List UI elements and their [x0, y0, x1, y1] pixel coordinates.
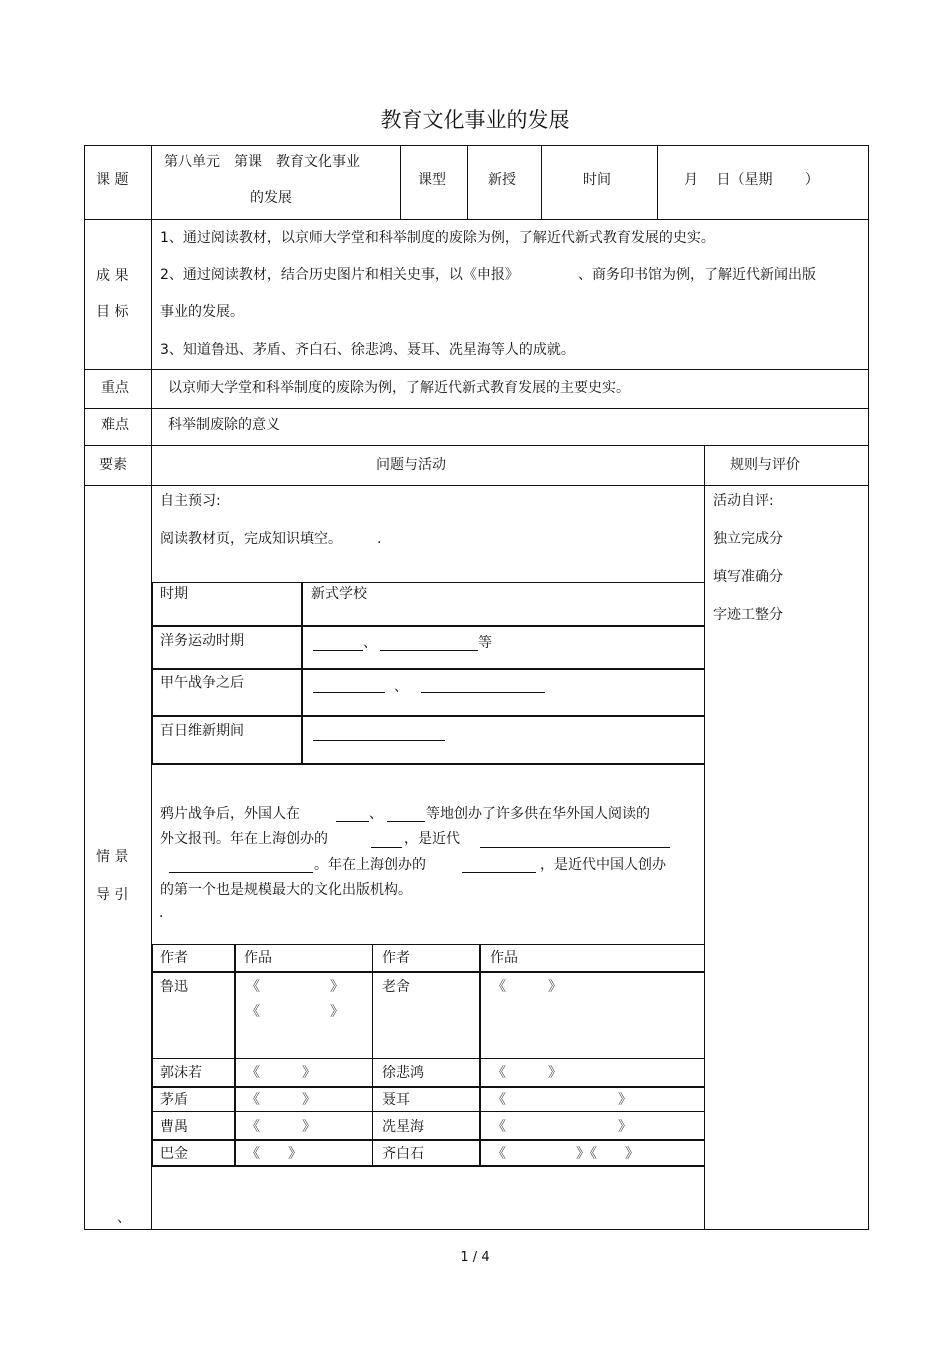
preview-dot: . — [377, 531, 382, 547]
paragraph-line2b: ，是近代 — [404, 831, 460, 847]
works-author: 徐悲鸿 — [382, 1065, 424, 1081]
paragraph-line1c: 等地创办了许多供在华外国人阅读的 — [426, 806, 650, 822]
preview-instruction: 阅读教材页，完成知识填空。 — [160, 531, 342, 547]
goals-label-2: 目 标 — [96, 304, 129, 320]
preview-title: 自主预习: — [160, 493, 221, 509]
fill-blank[interactable] — [336, 821, 369, 822]
works-author: 茅盾 — [160, 1092, 188, 1108]
paragraph-line1b: 、 — [369, 806, 383, 822]
works-title-blank: 《 》 — [492, 979, 562, 995]
difficult-label: 难点 — [101, 417, 129, 433]
works-author: 巴金 — [160, 1146, 188, 1162]
header-divider-2 — [467, 145, 468, 220]
rules-column-divider — [704, 445, 705, 1230]
document-title: 教育文化事业的发展 — [380, 108, 570, 132]
fill-blank[interactable] — [371, 847, 402, 848]
goal-item-2a: 2、通过阅读教材，结合历史图片和相关史事，以《申报》 — [160, 267, 519, 283]
scene-label-1: 情 景 — [96, 849, 129, 865]
works-title-blank: 《 》 — [492, 1092, 632, 1108]
date-value: 月 日（星期 ） — [684, 172, 819, 188]
frame-top — [84, 145, 869, 146]
header-divider-4 — [657, 145, 658, 220]
works-author: 聂耳 — [382, 1092, 410, 1108]
line-after-difficult — [84, 445, 869, 446]
self-eval-title: 活动自评: — [713, 493, 774, 509]
schools-row-period: 百日维新期间 — [160, 723, 244, 739]
goal-item-2b: 、商务印书馆为例，了解近代新闻出版 — [578, 267, 816, 283]
fill-blank[interactable] — [387, 821, 425, 822]
fill-blank[interactable] — [313, 650, 363, 651]
key-label: 重点 — [101, 380, 129, 396]
paragraph-line3a: 。年在上海创办的 — [314, 857, 426, 873]
schools-row-period: 甲午战争之后 — [160, 675, 244, 691]
works-title-blank: 《 》 — [246, 1119, 316, 1135]
frame-bottom — [84, 1229, 869, 1230]
works-title-blank: 《 》 — [246, 1146, 302, 1162]
schools-row-period: 洋务运动时期 — [160, 633, 244, 649]
paragraph-line1a: 鸦片战争后，外国人在 — [160, 806, 300, 822]
works-header-author-1: 作者 — [160, 950, 188, 966]
schools-row-sep: 、 — [394, 679, 408, 695]
works-header-work-1: 作品 — [244, 950, 272, 966]
self-eval-item-1: 独立完成分 — [713, 531, 783, 547]
works-author: 曹禺 — [160, 1119, 188, 1135]
works-title-blank: 《 》 — [492, 1119, 632, 1135]
works-author: 郭沫若 — [160, 1065, 202, 1081]
lesson-title-line1: 第八单元 第课 教育文化事业 — [164, 154, 360, 170]
works-author: 鲁迅 — [160, 979, 188, 995]
works-title-blank: 《 》 — [246, 1004, 344, 1020]
paragraph-line4: 的第一个也是规模最大的文化出版机构。 — [160, 882, 412, 898]
works-author: 老舍 — [382, 979, 410, 995]
frame-right — [868, 145, 869, 1230]
goals-label-1: 成 果 — [96, 268, 129, 284]
header-divider-3 — [541, 145, 542, 220]
line-after-goals — [84, 369, 869, 370]
fill-blank[interactable] — [313, 740, 445, 741]
lesson-title-line2: 的发展 — [250, 190, 292, 206]
lesson-label: 课 题 — [96, 172, 129, 188]
column-activities: 问题与活动 — [376, 457, 446, 473]
key-text: 以京师大学堂和科举制度的废除为例，了解近代新式教育发展的主要史实。 — [168, 380, 630, 396]
schools-row-suffix: 等 — [478, 635, 492, 651]
scene-mark: 、 — [117, 1210, 131, 1226]
line-after-header — [84, 219, 869, 220]
schools-header-school: 新式学校 — [311, 586, 367, 602]
works-author: 冼星海 — [382, 1119, 424, 1135]
self-eval-item-3: 字迹工整分 — [713, 607, 783, 623]
time-label: 时间 — [583, 172, 611, 188]
works-header-author-2: 作者 — [382, 950, 410, 966]
page-number: 1 / 4 — [460, 1250, 490, 1265]
goal-item-2c: 事业的发展。 — [160, 304, 244, 320]
fill-blank[interactable] — [380, 650, 478, 651]
scene-label-2: 导 引 — [96, 887, 129, 903]
schools-header-period: 时期 — [160, 586, 188, 602]
lesson-type-label: 课型 — [418, 172, 446, 188]
works-title-blank: 《 》 — [246, 979, 344, 995]
works-header-work-2: 作品 — [490, 950, 518, 966]
works-title-blank: 《 》 — [246, 1092, 316, 1108]
works-title-blank: 《 》《 》 — [492, 1146, 639, 1162]
header-divider-1 — [400, 145, 401, 220]
paragraph-dot: . — [159, 905, 164, 921]
fill-blank[interactable] — [462, 872, 536, 873]
line-after-columns — [84, 485, 869, 486]
paragraph-line2a: 外文报刊。年在上海创办的 — [160, 831, 328, 847]
lesson-type-value: 新授 — [488, 172, 516, 188]
frame-left — [84, 145, 85, 1230]
fill-blank[interactable] — [169, 872, 313, 873]
fill-blank[interactable] — [313, 692, 385, 693]
fill-blank[interactable] — [421, 692, 545, 693]
works-author: 齐白石 — [382, 1146, 424, 1162]
goal-item-3: 3、知道鲁迅、茅盾、齐白石、徐悲鸿、聂耳、冼星海等人的成就。 — [160, 342, 575, 358]
column-rules: 规则与评价 — [730, 457, 800, 473]
line-after-key — [84, 408, 869, 409]
paragraph-line3b: ，是近代中国人创办 — [540, 857, 666, 873]
self-eval-item-2: 填写准确分 — [713, 569, 783, 585]
schools-row-sep: 、 — [363, 635, 377, 651]
difficult-text: 科举制废除的意义 — [168, 417, 280, 433]
works-title-blank: 《 》 — [492, 1065, 562, 1081]
works-title-blank: 《 》 — [246, 1065, 316, 1081]
fill-blank[interactable] — [480, 847, 670, 848]
goal-item-1: 1、通过阅读教材，以京师大学堂和科举制度的废除为例，了解近代新式教育发展的史实。 — [160, 230, 715, 246]
column-elements: 要素 — [99, 457, 127, 473]
